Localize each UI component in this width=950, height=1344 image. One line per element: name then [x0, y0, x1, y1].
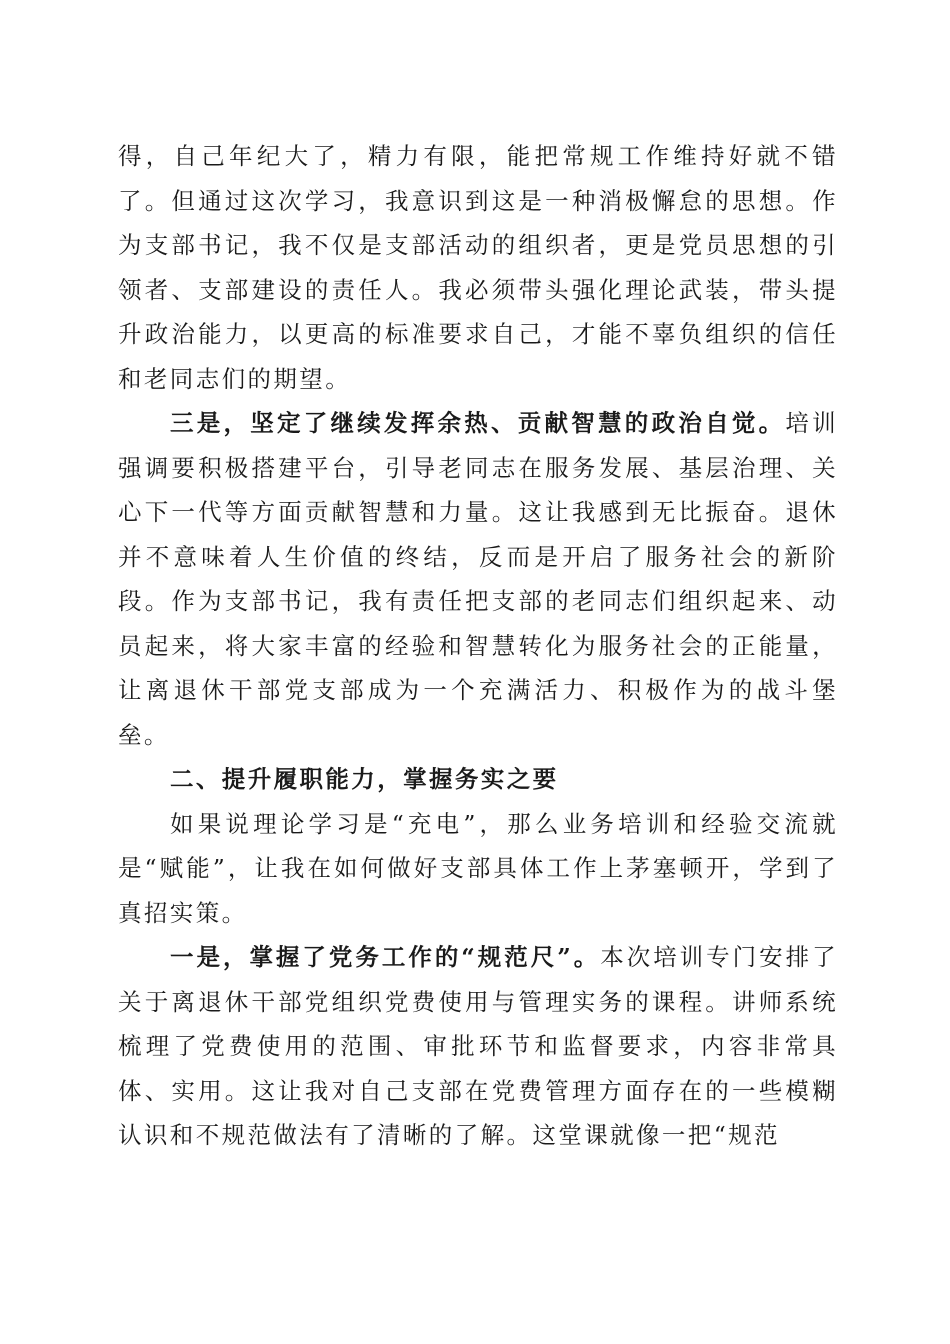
paragraph-lead: 一是，掌握了党务工作的“规范尺”。: [170, 943, 601, 971]
paragraph-body: 本次培训专门安排了关于离退休干部党组织党费使用与管理实务的课程。讲师系统梳理了党费使用的范围、审批环节和监督要求，内容非常具体、实用。这让我对自己支部在党费管理方面存在的一些模糊认识和不规范做法有了清晰的了解。这堂课就像一把“规范: [118, 943, 838, 1149]
paragraph-point-one: [118, 935, 838, 1158]
paragraph-intro: 如果说理论学习是“充电”，那么业务培训和经验交流就是“赋能”，让我在如何做好支部具体工作上茅塞顿开，学到了真招实策。: [118, 809, 838, 927]
paragraph-lead: 三是，坚定了继续发挥余热、贡献智慧的政治自觉。: [170, 409, 786, 437]
section-heading: 二、提升履职能力，掌握务实之要: [170, 765, 559, 793]
paragraph-body: 培训强调要积极搭建平台，引导老同志在服务发展、基层治理、关心下一代等方面贡献智慧和力量。这让我感到无比振奋。退休并不意味着人生价值的终结，反而是开启了服务社会的新阶段。作为支部书记，我有责任把支部的老同志们组织起来、动员起来，将大家丰富的经验和智慧转化为服务社会的正能量，让离退休干部党支部成为一个充满活力、积极作为的战斗堡垒。: [118, 409, 838, 749]
document-body: [118, 134, 838, 1158]
paragraph-continued: 得，自己年纪大了，精力有限，能把常规工作维持好就不错了。但通过这次学习，我意识到这是一种消极懈怠的思想。作为支部书记，我不仅是支部活动的组织者，更是党员思想的引领者、支部建设的责任人。我必须带头强化理论武装，带头提升政治能力，以更高的标准要求自己，才能不辜负组织的信任和老同志们的期望。: [118, 142, 838, 393]
paragraph-point-three: [118, 401, 838, 757]
